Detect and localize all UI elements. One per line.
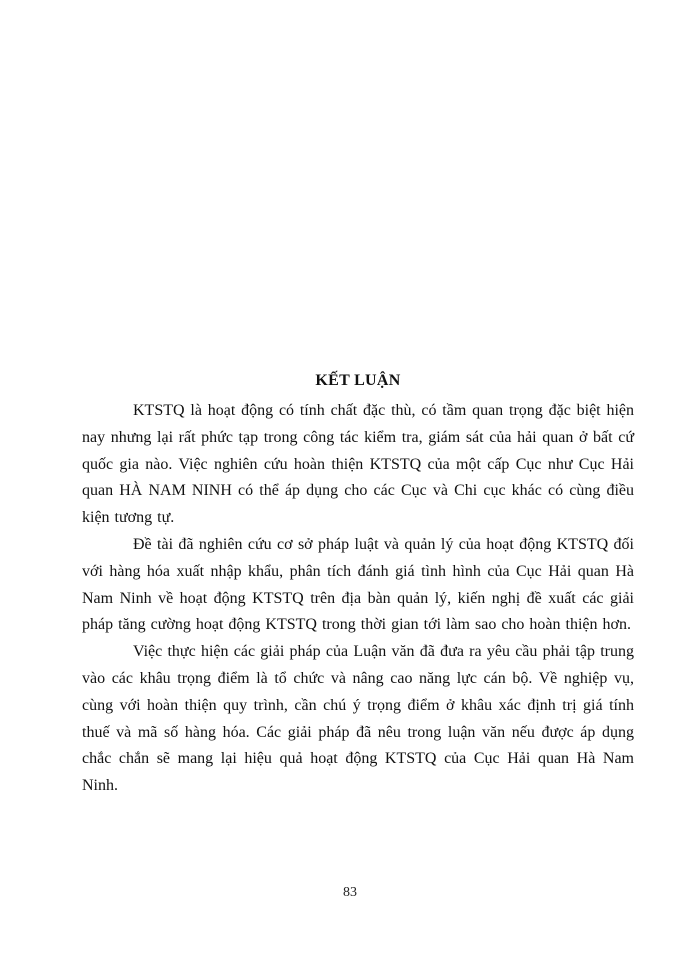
conclusion-title: KẾT LUẬN	[315, 372, 401, 389]
page-number: 83	[343, 885, 357, 900]
paragraph-3: Việc thực hiện các giải pháp của Luận văn đã đưa ra yêu cầu phải tập trung vào các khâu trọng điểm là tổ chức và nâng cao năng lực cán bộ. Về nghiệp vụ, cùng với hoàn thiện quy trình, cần chú ý trọng điểm ở khâu xác định trị giá tính thuế và mã số hàng hóa. Các giải pháp đã nêu trong luận văn nếu được áp dụng chắc chắn sẽ mang lại hiệu quả hoạt động KTSTQ của Cục Hải quan Hà Nam Ninh.	[82, 643, 634, 795]
paragraph-2: Đề tài đã nghiên cứu cơ sở pháp luật và quản lý của hoạt động KTSTQ đối với hàng hóa xuất nhập khẩu, phân tích đánh giá tình hình của Cục Hải quan Hà Nam Ninh về hoạt động KTSTQ trên địa bàn quản lý, kiến nghị đề xuất các giải pháp tăng cường hoạt động KTSTQ trong thời gian tới làm sao cho hoàn thiện hơn.	[82, 535, 634, 634]
document-body	[82, 371, 634, 800]
paragraph-1: KTSTQ là hoạt động có tính chất đặc thù, có tầm quan trọng đặc biệt hiện nay nhưng lại rất phức tạp trong công tác kiểm tra, giám sát của hải quan ở bất cứ quốc gia nào. Việc nghiên cứu hoàn thiện KTSTQ của một cấp Cục như Cục Hải quan HÀ NAM NINH có thể áp dụng cho các Cục và Chi cục khác có cùng điều kiện tương tự.	[82, 402, 634, 527]
